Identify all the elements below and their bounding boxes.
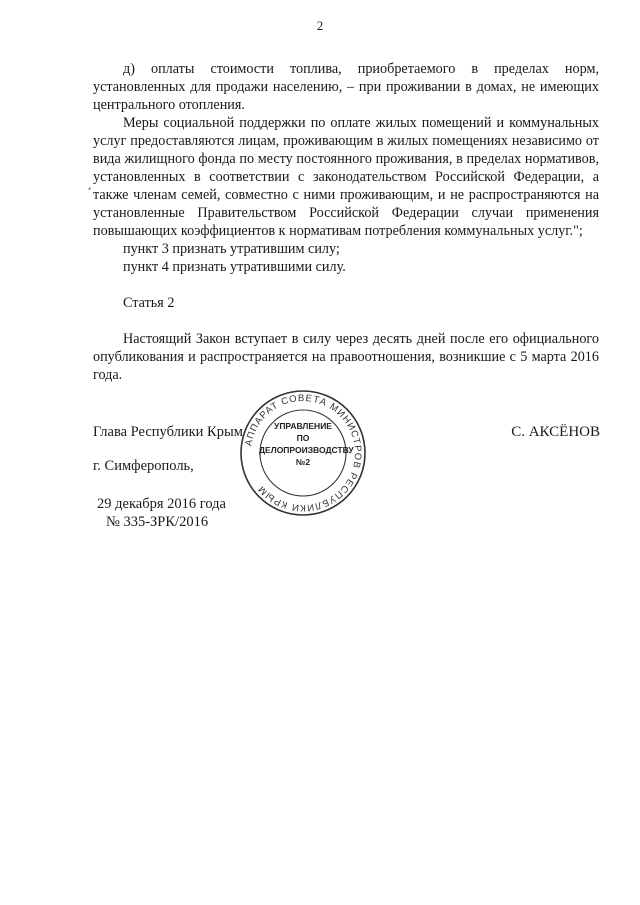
seal-line-1: УПРАВЛЕНИЕ	[274, 421, 332, 431]
spacer	[93, 312, 599, 330]
seal-line-4: №2	[295, 457, 311, 467]
article-2-heading: Статья 2	[123, 295, 175, 311]
signing-city: г. Симферополь,	[93, 458, 194, 474]
item-4-repeal: пункт 4 признать утратившими силу.	[123, 259, 346, 275]
main-text	[93, 60, 599, 384]
item-3-repeal: пункт 3 признать утратившим силу;	[123, 241, 340, 257]
seal-ring-text: АППАРАТ СОВЕТА МИНИСТРОВ РЕСПУБЛИКИ КРЫМ	[243, 392, 364, 514]
scan-artifact-mark: •	[88, 184, 92, 194]
document-number: № 335-ЗРК/2016	[106, 514, 209, 530]
page-number: 2	[316, 18, 324, 33]
paragraph-d: д) оплаты стоимости топлива, приобретаемого в пределах норм, установленных для продажи населению, – при проживании в домах, не имеющих центрального отопления.	[93, 61, 599, 113]
seal-line-3: ДЕЛОПРОИЗВОДСТВУ	[259, 445, 354, 455]
signer-name: С. АКСЁНОВ	[511, 424, 600, 440]
seal-line-2: ПО	[296, 433, 310, 443]
signer-title: Глава Республики Крым	[93, 424, 243, 440]
article-2-text: Настоящий Закон вступает в силу через десять дней после его официального опубликования и распространяется на правоотношения, возникшие с 5 марта 2016 года.	[93, 331, 599, 383]
paragraph-social-support-measures: Меры социальной поддержки по оплате жилых помещений и коммунальных услуг предоставляются лицам, проживающим в жилых помещениях независимо от вида жилищного фонда по месту постоянного проживания, в пределах нормативов, установленных в соответствии с законодательством Российской Федерации, а также членам семей, совместно с ними проживающим, и не распространяются на установленные Правительством Российской Федерации случаи применения повышающих коэффициентов к нормативам потребления коммунальных услуг.";	[93, 115, 599, 239]
document-date: 29 декабря 2016 года	[97, 496, 226, 512]
